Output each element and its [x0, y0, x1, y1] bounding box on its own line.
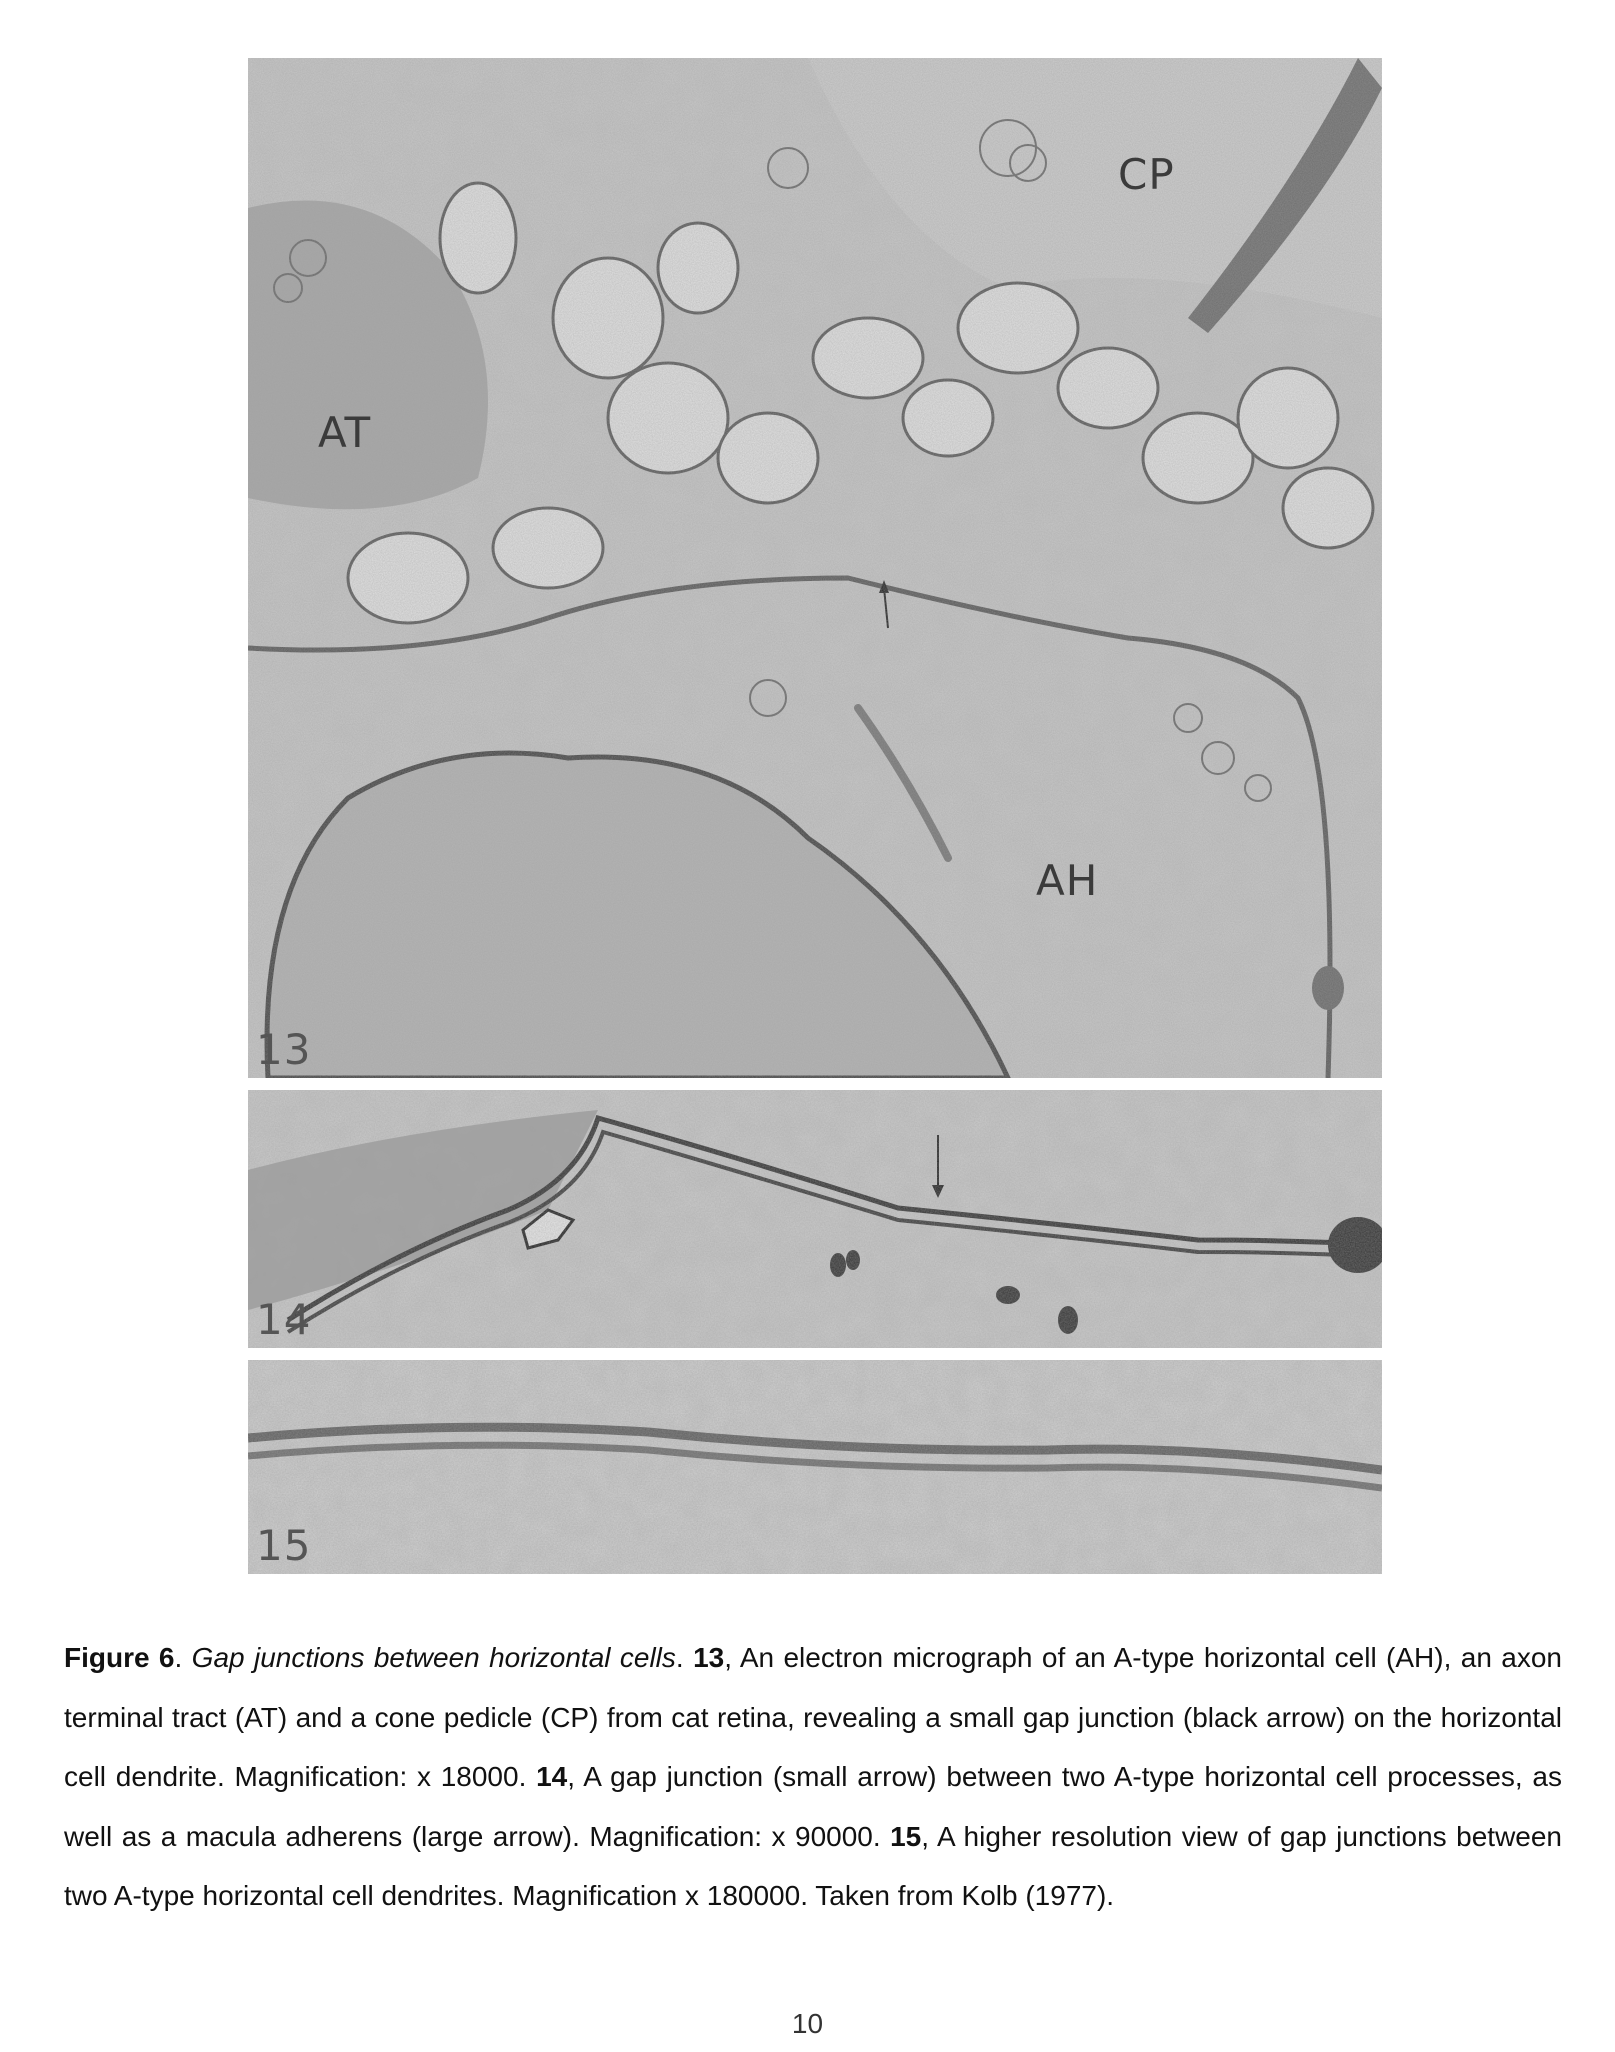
caption-panel-13-number: 13: [693, 1642, 725, 1673]
caption-panel-13-text: , An electron micrograph of an A-type horizontal cell (AH), an axon terminal tract (AT) and a cone pedicle (CP) from cat retina, revealing a small gap junction (black arrow) on the horizontal cell dendrite. Magnification: x 18000.: [64, 1642, 1562, 1792]
micrograph-panel-15: [248, 1360, 1382, 1574]
label-cp: CP: [1118, 150, 1175, 199]
micrograph-panel-13: [248, 58, 1382, 1078]
micrograph-13-image: [248, 58, 1382, 1078]
label-at: AT: [318, 408, 372, 457]
figure-label: Figure 6: [64, 1642, 175, 1673]
micrograph-15-image: [248, 1360, 1382, 1574]
panel-number-15: 15: [256, 1521, 312, 1570]
page-number: 10: [791, 2008, 824, 2039]
figure-caption: [64, 1628, 1562, 1926]
caption-panel-14-number: 14: [536, 1761, 568, 1792]
caption-panel-15-number: 15: [890, 1820, 922, 1852]
panel-number-14: 14: [256, 1295, 312, 1344]
caption-separator: .: [174, 1642, 192, 1673]
caption-panel-14-text: , A gap junction (small arrow) between two A-type horizontal cell processes, as well as a macula adherens (large arrow). Magnification: x 90000.: [64, 1761, 1562, 1852]
micrograph-panel-14: [248, 1090, 1382, 1348]
caption-separator: .: [675, 1642, 694, 1673]
panel-number-13: 13: [256, 1025, 312, 1074]
figure-title: Gap junctions between horizontal cells: [191, 1642, 676, 1673]
caption-panel-15-text: , A higher resolution view of gap junctions between two A-type horizontal cell dendrites. Magnification x 180000. Taken from Kolb (1977).: [64, 1820, 1563, 1911]
micrograph-14-image: [248, 1090, 1382, 1348]
label-ah: AH: [1036, 856, 1099, 905]
